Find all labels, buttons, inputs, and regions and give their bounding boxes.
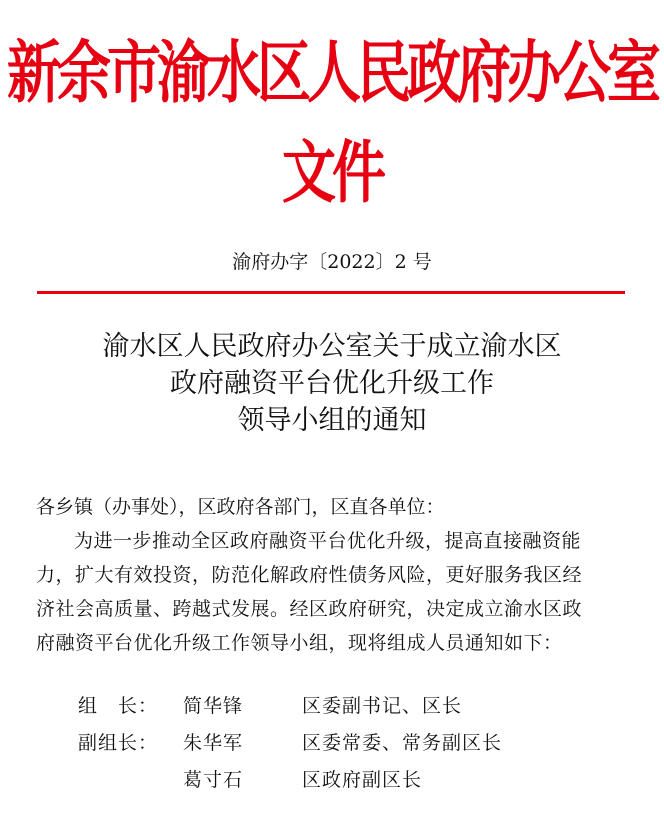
member-row [0,688,664,725]
member-name: 葛寸石 [183,769,244,791]
paragraph-line-4: 府融资平台优化升级工作领导小组，现将组成人员通知如下： [36,632,563,654]
title-line-3: 领导小组的通知 [237,405,427,436]
notice-body [36,490,636,660]
member-post: 区委副书记、区长 [302,695,463,717]
paragraph-line-1: 为进一步推动全区政府融资平台优化升级，提高直接融资能 [74,530,582,552]
salutation: 各乡镇（办事处），区政府各部门，区直各单位： [36,496,445,518]
paragraph-line-3: 济社会高质量、跨越式发展。经区政府研究，决定成立渝水区政 [36,598,583,620]
member-post: 区政府副区长 [302,769,423,791]
body-paragraph [36,524,636,660]
member-row [0,725,664,762]
member-post: 区委常委、常务副区长 [302,732,503,754]
member-row [0,762,664,799]
notice-title [0,328,664,439]
paragraph-line-2: 力，扩大有效投资，防范化解政府性债务风险，更好服务我区经 [36,564,583,586]
member-role: 组 长： [78,695,159,717]
member-list [0,688,664,799]
title-line-2: 政府融资平台优化升级工作 [170,368,494,399]
title-line-1: 渝水区人民政府办公室关于成立渝水区 [102,331,562,362]
member-name: 简华锋 [183,695,244,717]
member-name: 朱华军 [183,732,244,754]
document-number: 渝府办字〔2022〕2 号 [232,251,432,273]
red-separator-line [37,291,625,294]
document-masthead: 新余市渝水区人民政府办公室文件 [7,32,657,212]
member-role: 副组长： [78,732,159,754]
